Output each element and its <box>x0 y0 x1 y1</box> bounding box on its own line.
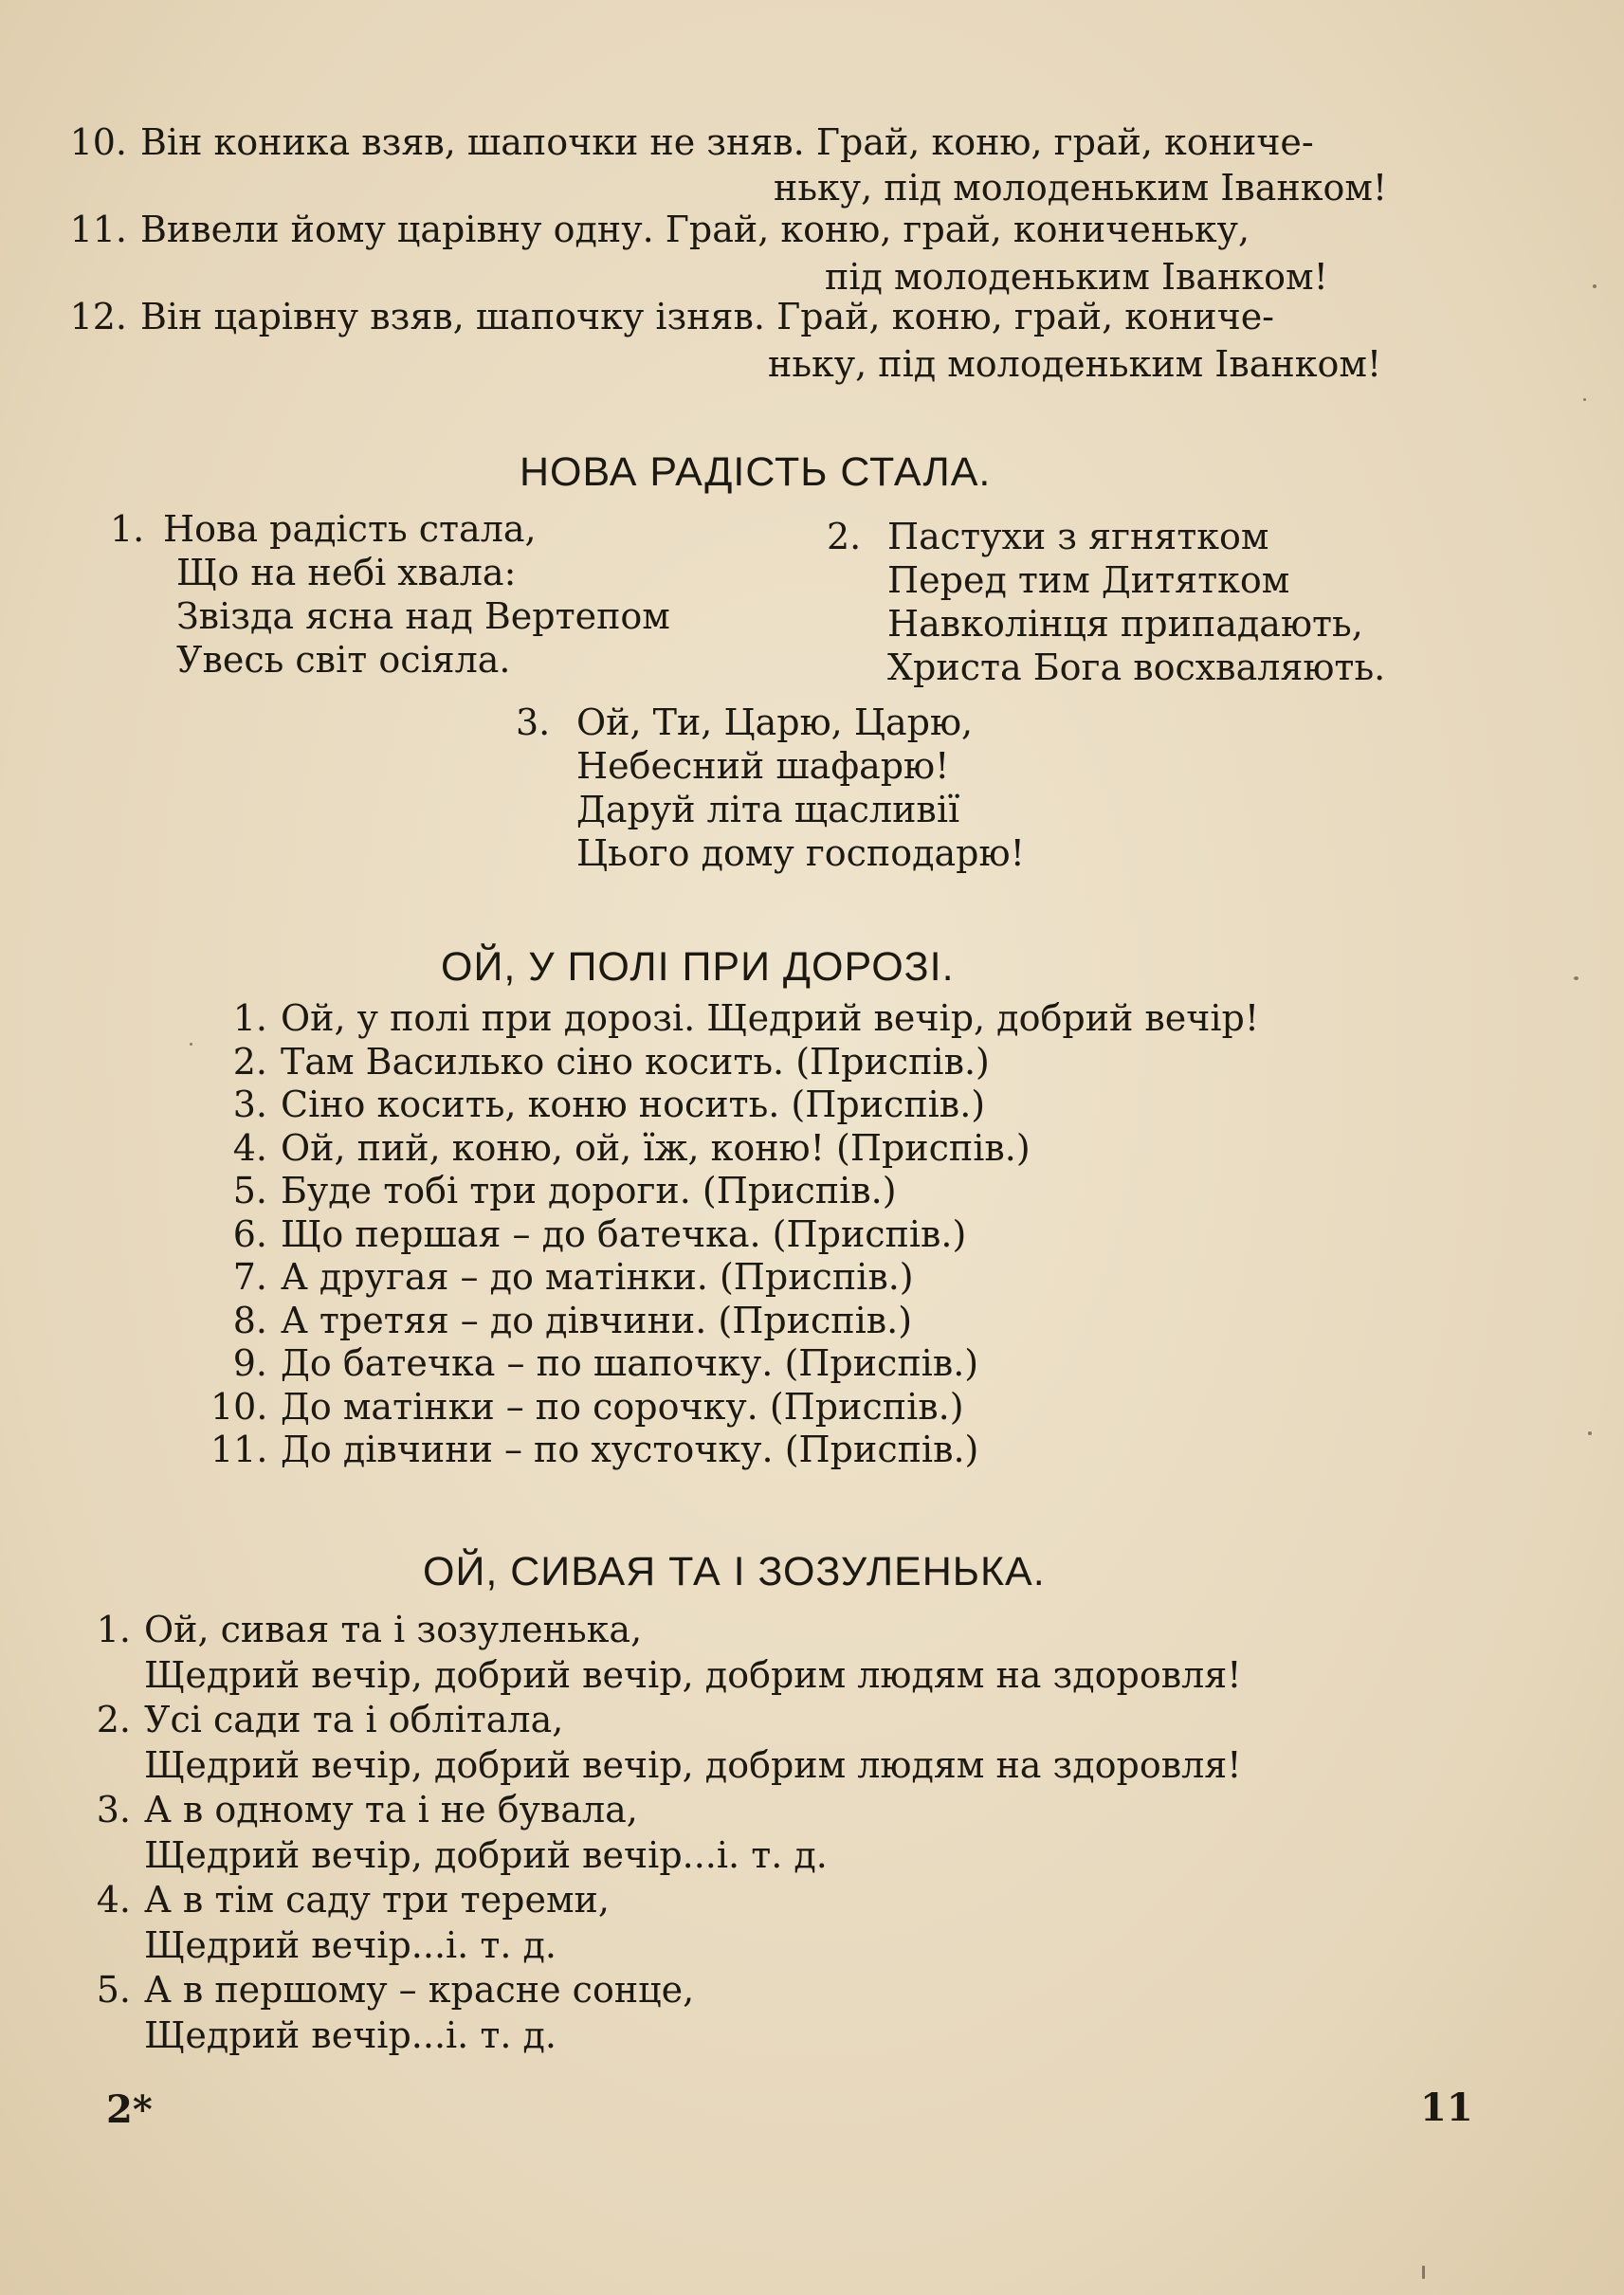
verse-text: Він царівну взяв, шапочку ізняв. Грай, коню, грай, кониче- <box>140 296 1275 337</box>
verse-number: 2. <box>96 1699 131 1740</box>
verse-number: 7. <box>232 1256 267 1298</box>
verse-number: 8. <box>232 1299 267 1341</box>
verse-2 <box>827 515 1385 689</box>
verse-text: Ой, у полі при дорозі. Щедрий вечір, добрий вечір! <box>281 997 1260 1039</box>
verse-text: Що першая – до батечка. (Приспів.) <box>281 1212 967 1255</box>
verse-number: 3. <box>516 701 551 743</box>
verse-line: Небесний шафарю! <box>576 745 950 787</box>
list-item <box>76 1968 1242 2013</box>
verse-list <box>76 1608 1242 2058</box>
verse-continuation: ньку, під молоденьким Іванком! <box>774 167 1388 209</box>
list-item <box>76 1878 1242 1923</box>
verse-number: 4. <box>96 1879 131 1921</box>
verse-text: До батечка – по шапочку. (Приспів.) <box>281 1342 979 1384</box>
list-item <box>76 1608 1242 1653</box>
verse-line: Нова радість стала, <box>163 508 537 550</box>
list-item <box>210 1256 1259 1300</box>
verse-text: Усі сади та і облітала, <box>144 1699 564 1740</box>
refrain-line: Щедрий вечір...і. т. д. <box>144 1923 557 1966</box>
verse-number: 11. <box>210 1429 268 1470</box>
paper-speck <box>1422 2266 1425 2279</box>
refrain-line: Щедрий вечір, добрий вечір, добрим людям на здоровля! <box>144 1743 1242 1786</box>
song-title: ОЙ, СИВАЯ ТА І ЗОЗУЛЕНЬКА. <box>423 1549 1046 1594</box>
verse-text: Вивели йому царівну одну. Грай, коню, грай, коничeньку, <box>140 209 1250 250</box>
paper-speck <box>1588 1431 1592 1435</box>
verse-1 <box>110 507 670 682</box>
verse-number: 5. <box>96 1969 131 2011</box>
list-item <box>210 1084 1259 1127</box>
verse-list <box>210 997 1259 1472</box>
list-item <box>210 1170 1259 1213</box>
list-item <box>210 1342 1259 1386</box>
paper-speck <box>190 1043 192 1046</box>
verse-number: 2. <box>827 516 862 557</box>
song-title: ОЙ, У ПОЛІ ПРИ ДОРОЗІ. <box>441 944 955 990</box>
list-item <box>210 997 1259 1041</box>
verse-line <box>59 296 1274 337</box>
verse-number: 5. <box>232 1170 267 1211</box>
paper-speck <box>1593 284 1597 288</box>
verse-text: Сіно косить, коню носить. (Приспів.) <box>281 1084 986 1125</box>
verse-number: 10. <box>210 1385 268 1428</box>
verse-text: Ой, пий, коню, ой, їж, коню! (Приспів.) <box>281 1126 1031 1169</box>
verse-line: Пастухи з ягнятком <box>887 516 1269 557</box>
list-item <box>210 1127 1259 1171</box>
signature-mark: 2* <box>106 2087 153 2132</box>
verse-line: Цього дому господарю! <box>576 832 1025 874</box>
verse-text: А другая – до матінки. (Приспів.) <box>281 1256 914 1298</box>
page-number: 11 <box>1420 2086 1473 2130</box>
verse-number: 11. <box>69 209 127 250</box>
verse-line: Христа Бога восхваляють. <box>887 647 1386 688</box>
verse-text: А третяя – до дівчини. (Приспів.) <box>281 1299 913 1341</box>
verse-text: А в тім саду три тереми, <box>144 1879 610 1921</box>
verse-number: 12. <box>69 296 127 337</box>
verse-number: 6. <box>232 1212 267 1255</box>
verse-number: 10. <box>69 121 127 163</box>
verse-text: До дівчини – по хусточку. (Приспів.) <box>281 1429 979 1470</box>
list-item <box>210 1041 1259 1084</box>
refrain-line: Щедрий вечір, добрий вечір, добрим людям на здоровля! <box>144 1653 1242 1696</box>
paper-speck <box>1583 398 1586 401</box>
verse-continuation: під молоденьким Іванком! <box>825 256 1328 298</box>
verse-number: 1. <box>232 997 267 1039</box>
refrain-line: Щедрий вечір...і. т. д. <box>144 2013 557 2056</box>
refrain-line: Щедрий вечір, добрий вечір...і. т. д. <box>144 1833 828 1876</box>
verse-text: А в одному та і не бувала, <box>144 1789 638 1831</box>
verse-number: 3. <box>96 1789 131 1831</box>
verse-line: Даруй літа щасливії <box>576 789 960 830</box>
verse-number: 4. <box>232 1126 267 1169</box>
verse-text: Буде тобі три дороги. (Приспів.) <box>281 1170 897 1211</box>
verse-text: А в першому – красне сонце, <box>144 1969 695 2011</box>
list-item <box>76 1698 1242 1743</box>
verse-text: Він коника взяв, шапочки не зняв. Грай, коню, грай, кониче- <box>140 121 1314 163</box>
verse-text: Ой, сивая та і зозуленька, <box>144 1609 643 1650</box>
verse-number: 1. <box>110 508 145 550</box>
list-item <box>210 1386 1259 1430</box>
list-item <box>210 1213 1259 1257</box>
verse-line: Звізда ясна над Вертепом <box>176 595 670 637</box>
verse-line: Перед тим Дитятком <box>887 559 1290 601</box>
verse-continuation: ньку, під молоденьким Іванком! <box>768 343 1382 385</box>
verse-line <box>59 121 1314 163</box>
verse-number: 2. <box>232 1040 267 1083</box>
song-title: НОВА РАДІСТЬ СТАЛА. <box>520 449 992 495</box>
list-item <box>210 1300 1259 1343</box>
verse-line <box>59 209 1250 250</box>
verse-3 <box>516 701 1025 875</box>
verse-number: 1. <box>96 1609 131 1650</box>
list-item <box>76 1788 1242 1833</box>
verse-text: До матінки – по сорочку. (Приспів.) <box>281 1385 964 1428</box>
verse-line: Ой, Ти, Царю, Царю, <box>576 701 974 743</box>
verse-number: 9. <box>232 1342 267 1384</box>
paper-speck <box>1574 976 1578 980</box>
verse-line: Навколінця припадають, <box>887 603 1363 645</box>
list-item <box>210 1429 1259 1472</box>
verse-line: Що на небі хвала: <box>176 552 517 593</box>
verse-number: 3. <box>232 1084 267 1125</box>
verse-line: Увесь світ осіяла. <box>176 639 511 681</box>
verse-text: Там Василько сіно косить. (Приспів.) <box>281 1040 990 1083</box>
